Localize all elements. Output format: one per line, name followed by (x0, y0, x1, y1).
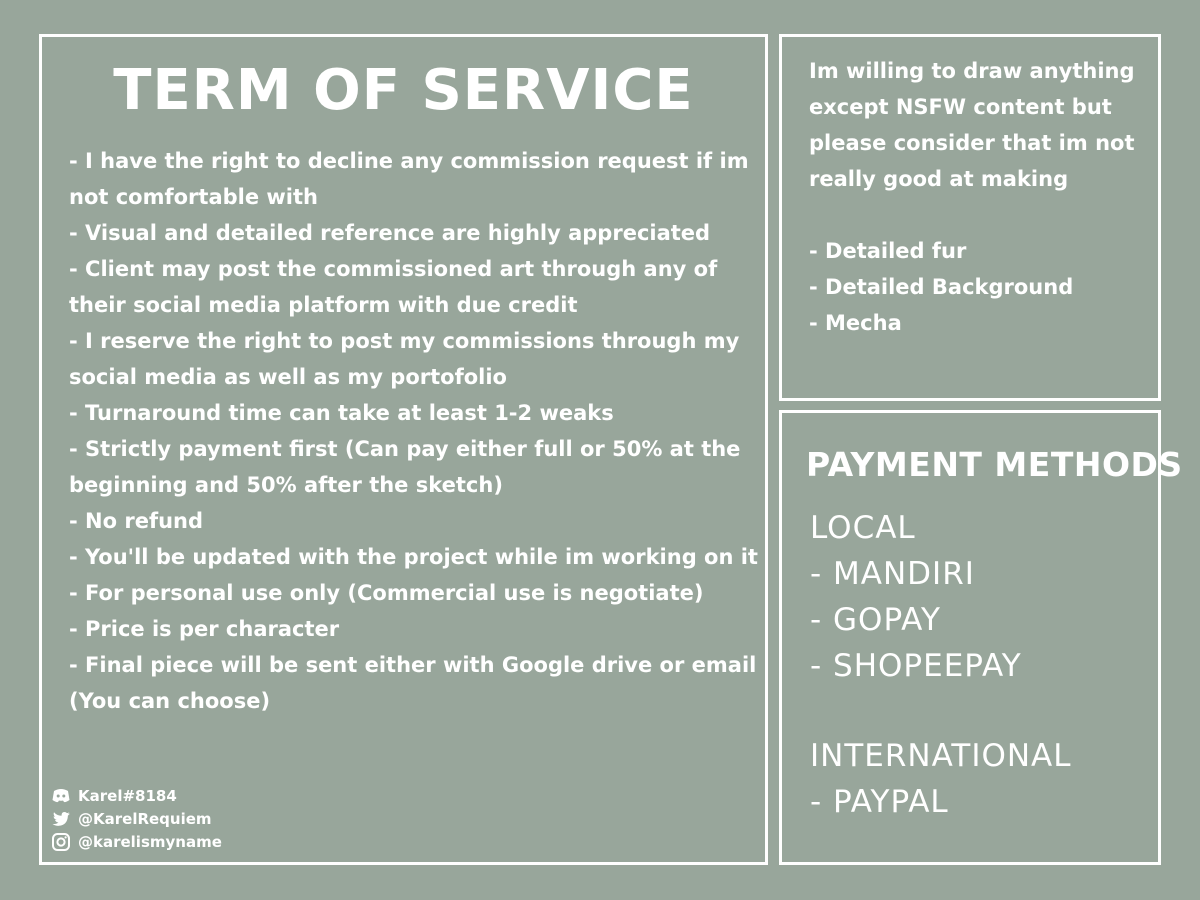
content-policy-text (809, 53, 1154, 341)
tos-line: their social media platform with due credit (69, 293, 578, 317)
terms-of-service-panel (39, 34, 768, 865)
policy-item: - Detailed Background (809, 275, 1074, 299)
tos-line: - Client may post the commissioned art through any of (69, 257, 718, 281)
tos-line: - You'll be updated with the project while im working on it (69, 545, 758, 569)
twitter-handle: @KarelRequiem (78, 809, 212, 828)
tos-list (69, 143, 759, 719)
payment-item: - MANDIRI (810, 556, 975, 592)
policy-item: - Mecha (809, 311, 902, 335)
tos-title: TERM OF SERVICE (113, 58, 694, 123)
international-label: INTERNATIONAL (810, 738, 1072, 774)
tos-line: not comfortable with (69, 185, 318, 209)
content-policy-panel (779, 34, 1161, 401)
instagram-row (51, 830, 222, 853)
policy-line: Im willing to draw anything (809, 59, 1135, 83)
policy-line: except NSFW content but (809, 95, 1112, 119)
payment-methods-panel (779, 410, 1183, 865)
twitter-row (51, 807, 222, 830)
tos-line: - Price is per character (69, 617, 340, 641)
tos-line: - Turnaround time can take at least 1-2 weaks (69, 401, 614, 425)
local-label: LOCAL (810, 510, 916, 546)
discord-handle: Karel#8184 (78, 786, 177, 805)
tos-line: - I have the right to decline any commission request if im (69, 149, 749, 173)
twitter-icon (51, 809, 71, 829)
tos-line: - Visual and detailed reference are highly appreciated (69, 221, 711, 245)
social-links (51, 784, 222, 853)
discord-row (51, 784, 222, 807)
tos-line: - For personal use only (Commercial use is negotiate) (69, 581, 704, 605)
instagram-handle: @karelismyname (78, 832, 222, 851)
policy-item: - Detailed fur (809, 239, 967, 263)
tos-line: - No refund (69, 509, 204, 533)
policy-line: really good at making (809, 167, 1069, 191)
tos-line: (You can choose) (69, 689, 271, 713)
payment-item: - GOPAY (810, 602, 941, 638)
tos-line: - Final piece will be sent either with Google drive or email (69, 653, 757, 677)
instagram-icon (51, 832, 71, 852)
payment-list (810, 505, 1072, 825)
policy-line: please consider that im not (809, 131, 1135, 155)
discord-icon (51, 786, 71, 806)
tos-line: beginning and 50% after the sketch) (69, 473, 503, 497)
payment-item: - PAYPAL (810, 784, 949, 820)
tos-line: - Strictly payment first (Can pay either full or 50% at the (69, 437, 741, 461)
payment-item: - SHOPEEPAY (810, 648, 1022, 684)
tos-line: social media as well as my portofolio (69, 365, 507, 389)
tos-line: - I reserve the right to post my commissions through my (69, 329, 740, 353)
payment-title: PAYMENT METHODS (806, 445, 1183, 484)
